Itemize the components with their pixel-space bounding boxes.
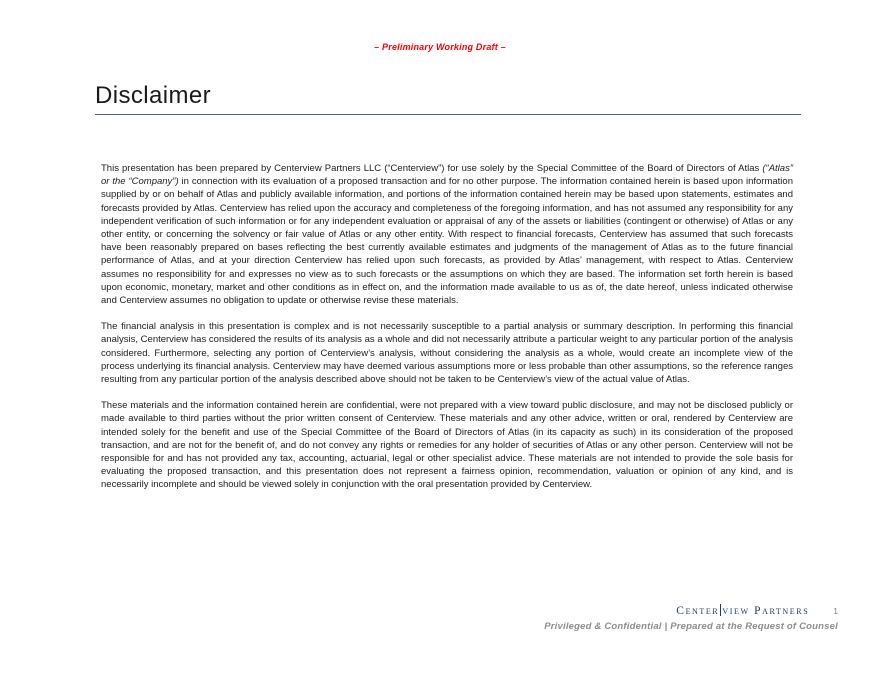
logo-text-left: Center bbox=[676, 605, 720, 617]
disclaimer-paragraph: These materials and the information contained herein are confidential, were not prepared with a view toward public disclosure, and may not be disclosed publicly or made available to third parties without the prior written consent of Centerview. These materials and any other advice, written or oral, rendered by Centerview are intended solely for the benefit and use of the Special Committee of the Board of Directors of Atlas (in its capacity as such) in its consideration of the proposed transaction, and are not for the benefit of, and do not convey any rights or remedies for any holder of securities of Atlas or any other person. Centerview will not be responsible for and has not provided any tax, accounting, actuarial, legal or other specialist advice. These materials are not intended to provide the sole basis for evaluating the proposed transaction, and this presentation does not represent a fairness opinion, recommendation, valuation or opinion of any kind, and is necessarily incomplete and should be viewed solely in conjunction with the oral presentation provided by Centerview. bbox=[101, 400, 793, 491]
disclaimer-body bbox=[101, 162, 793, 505]
logo-text-right: view Partners bbox=[722, 605, 810, 617]
confidentiality-note: Privileged & Confidential | Prepared at the Request of Counsel bbox=[544, 621, 838, 632]
page-title: Disclaimer bbox=[95, 82, 212, 109]
footer bbox=[544, 604, 838, 632]
disclaimer-paragraph: The financial analysis in this presentation is complex and is not necessarily susceptible to a partial analysis or summary description. In performing this financial analysis, Centerview has considered the results of its analysis as a whole and did not necessarily attribute a particular weight to any particular portion of the analysis considered. Furthermore, selecting any portion of Centerview’s analysis, without considering the analysis as a whole, would create an incomplete view of the process underlying its financial analysis. Centerview may have deemed various assumptions more or less probable than other assumptions, so the reference ranges resulting from any particular portion of the analysis described above should not be taken to be Centerview’s view of the actual value of Atlas. bbox=[101, 321, 793, 386]
disclaimer-paragraph: This presentation has been prepared by Centerview Partners LLC (“Centerview”) for use solely by the Special Committee of the Board of Directors of Atlas (“Atlas” or the “Company”) in connection with its evaluation of a proposed transaction and for no other purpose. The information contained herein is based upon information supplied by or on behalf of Atlas and publicly available information, and portions of the information contained herein may be based upon statements, estimates and forecasts provided by Atlas. Centerview has relied upon the accuracy and completeness of the foregoing information, and has not assumed any responsibility for any independent verification of such information or for any independent evaluation or appraisal of any of the assets or liabilities (contingent or otherwise) of Atlas or any other entity, or concerning the solvency or fair value of Atlas or any other entity. With respect to financial forecasts, Centerview has assumed that such forecasts have been reasonably prepared on bases reflecting the best currently available estimates and judgments of the management of Atlas as to the future financial performance of Atlas, and at your direction Centerview has relied upon such forecasts, as provided by Atlas’ management, with respect to Atlas. Centerview assumes no responsibility for and expresses no view as to such forecasts or the assumptions on which they are based. The information set forth herein is based upon economic, monetary, market and other conditions as in effect on, and the information made available to us as of, the date hereof, unless indicated otherwise and Centerview assumes no obligation to update or otherwise revise these materials. bbox=[101, 163, 793, 307]
title-rule bbox=[95, 114, 801, 115]
footer-logo-row bbox=[544, 604, 838, 617]
centerview-logo bbox=[676, 604, 809, 617]
draft-notice: – Preliminary Working Draft – bbox=[374, 42, 506, 52]
page-number: 1 bbox=[833, 606, 838, 616]
